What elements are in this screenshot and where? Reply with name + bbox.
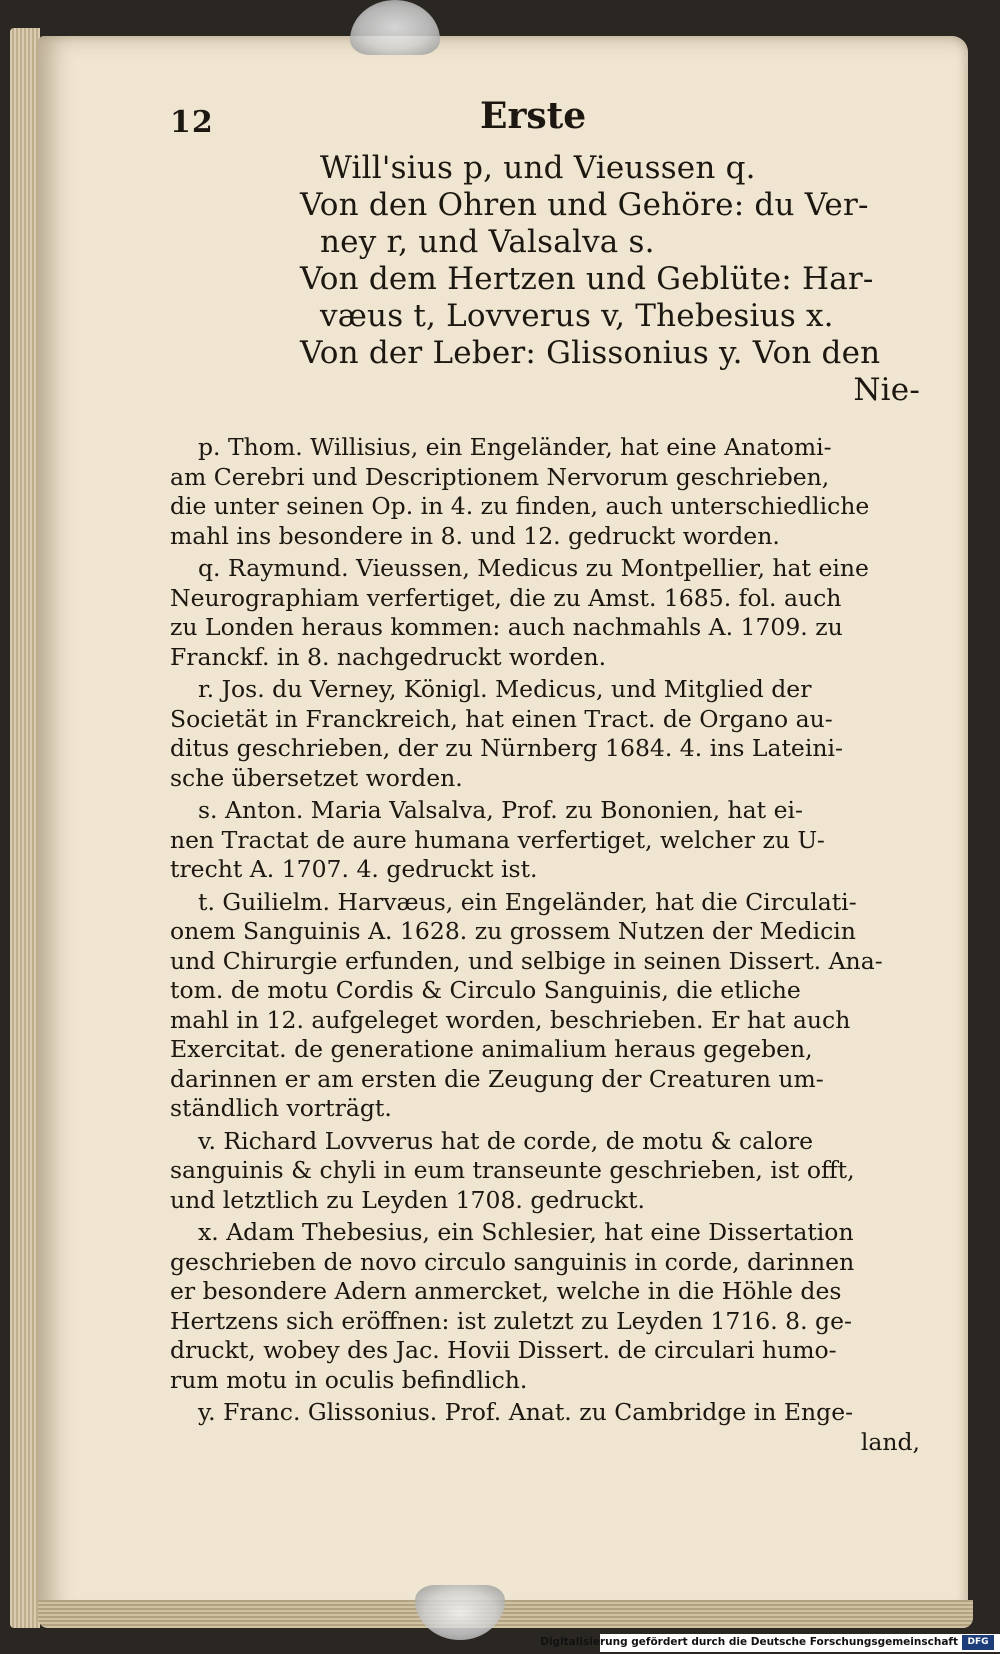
footnote-line: v. Richard Lovverus hat de corde, de motu & calore [198, 1126, 813, 1155]
page-stack-bottom-edge [38, 1600, 973, 1628]
footnote-line: Franckf. in 8. nachgedruckt worden. [170, 642, 607, 671]
footnote-line: mahl in 12. aufgeleget worden, beschrieben. Er hat auch [170, 1005, 851, 1034]
footnote-line: und Chirurgie erfunden, und selbige in seinen Dissert. Ana- [170, 946, 883, 975]
page-clip-top [350, 0, 440, 55]
footnote-line: darinnen er am ersten die Zeugung der Creaturen um- [170, 1064, 824, 1093]
main-text-line: Nie- [853, 372, 920, 408]
footnote-line: ditus geschrieben, der zu Nürnberg 1684. 4. ins Lateini- [170, 734, 843, 762]
page-clip-bottom [415, 1585, 505, 1640]
main-text-line: væus t, Lovverus v, Thebesius x. [320, 298, 834, 334]
footnote-line: y. Franc. Glissonius. Prof. Anat. zu Cambridge in Enge- [198, 1398, 854, 1426]
footnote-line: onem Sanguinis A. 1628. zu grossem Nutzen der Medicin [170, 917, 856, 945]
digitization-credit: Digitalisierung gefördert durch die Deutsche Forschungsgemeinschaft [540, 1636, 958, 1648]
footnote-line: und letztlich zu Leyden 1708. gedruckt. [170, 1185, 646, 1214]
footnote-line: r. Jos. du Verney, Königl. Medicus, und Mitglied der [198, 675, 812, 703]
footnote-line: tom. de motu Cordis & Circulo Sanguinis, die etliche [170, 976, 801, 1004]
main-text-line: ney r, und Valsalva s. [320, 224, 655, 260]
footnote-line: s. Anton. Maria Valsalva, Prof. zu Bononien, hat ei- [198, 796, 803, 824]
footnotes [170, 433, 920, 1457]
footnote-line: sanguinis & chyli in eum transeunte geschrieben, ist offt, [170, 1156, 855, 1184]
footnote-line: Societät in Franckreich, hat einen Tract. de Organo au- [170, 704, 833, 733]
footnote-line: sche übersetzet worden. [170, 763, 463, 792]
footnote-line: p. Thom. Willisius, ein Engeländer, hat eine Anatomi- [198, 433, 832, 461]
footnote-line: Neurographiam verfertiget, die zu Amst. 1685. fol. auch [170, 583, 842, 612]
footnote-line: x. Adam Thebesius, ein Schlesier, hat eine Dissertation [198, 1218, 854, 1246]
footnote-line: trecht A. 1707. 4. gedruckt ist. [170, 855, 538, 883]
page-stack-left-edge [10, 28, 40, 1628]
running-head: Erste [480, 95, 587, 137]
footnote-line: ständlich vorträgt. [170, 1094, 392, 1122]
footnote-line: t. Guilielm. Harvæus, ein Engeländer, hat die Circulati- [198, 887, 857, 916]
footnote-line: zu Londen heraus kommen: auch nachmahls A. 1709. zu [170, 613, 843, 641]
main-text-line: Will'sius p, und Vieussen q. [320, 150, 756, 186]
footnote-line: druckt, wobey des Jac. Hovii Dissert. de circulari humo- [170, 1336, 837, 1364]
main-text [300, 150, 920, 409]
footnote-line: q. Raymund. Vieussen, Medicus zu Montpellier, hat eine [198, 554, 869, 582]
footnote-line: Hertzens sich eröffnen: ist zuletzt zu Leyden 1716. 8. ge- [170, 1306, 852, 1335]
footnote-line: die unter seinen Op. in 4. zu finden, auch unterschiedliche [170, 492, 870, 520]
footnote-line: nen Tractat de aure humana verfertiget, welcher zu U- [170, 825, 825, 854]
page-number: 12 [170, 105, 214, 140]
footnote-line: Exercitat. de generatione animalium heraus gegeben, [170, 1035, 813, 1063]
main-text-line: Von der Leber: Glissonius y. Von den [300, 335, 881, 371]
footnote-line: mahl ins besondere in 8. und 12. gedruckt worden. [170, 521, 780, 550]
footnote-line: am Cerebri und Descriptionem Nervorum geschrieben, [170, 462, 830, 491]
page-header [170, 95, 920, 150]
main-text-line: Von den Ohren und Gehöre: du Ver- [300, 187, 869, 223]
footnote-line: er besondere Adern anmercket, welche in die Höhle des [170, 1277, 842, 1305]
footnote-line: land, [860, 1427, 920, 1456]
footnote-line: rum motu in oculis befindlich. [170, 1365, 528, 1394]
footnote-line: geschrieben de novo circulo sanguinis in corde, darinnen [170, 1247, 855, 1276]
dfg-logo: DFG [962, 1635, 994, 1650]
main-text-line: Von dem Hertzen und Geblüte: Har- [300, 261, 874, 297]
page-content [170, 95, 920, 1457]
